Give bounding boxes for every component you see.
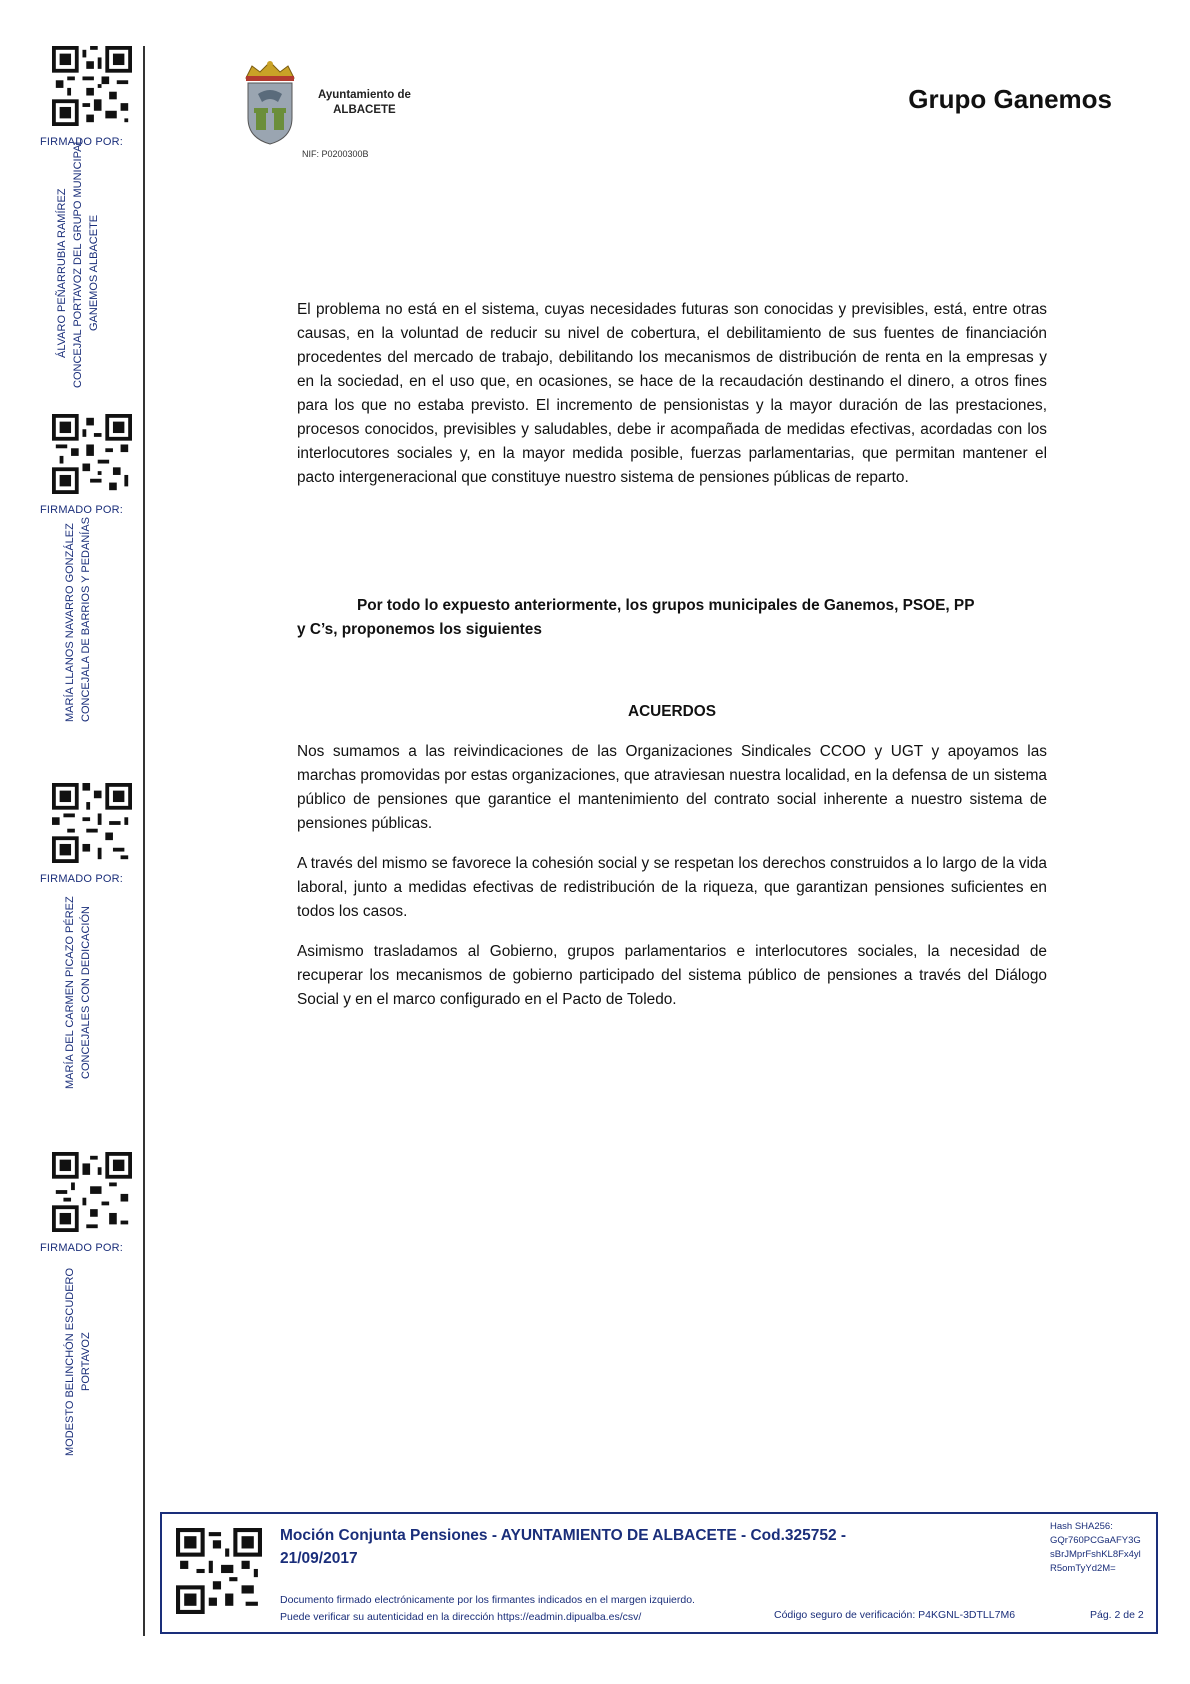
proposal-intro-line2: y C’s, proponemos los siguientes	[297, 621, 542, 638]
proposal-intro-line1: Por todo lo expuesto anteriormente, los grupos municipales de Ganemos, PSOE, PP	[357, 597, 975, 614]
verification-footer	[160, 1512, 1158, 1634]
signer-line: PORTAVOZ	[80, 1332, 92, 1392]
coat-of-arms-logo	[240, 58, 300, 146]
verification-code: Código seguro de verificación: P4KGNL-3DTLL7M6	[774, 1609, 1016, 1621]
body-paragraph-3: Nos sumamos a las reivindicaciones de las Organizaciones Sindicales CCOO y UGT y apoyamos las marchas promovidas por estas organizaciones, que atraviesan nuestra localidad, en la defensa de un sistema público de pensiones que garantice el mantenimiento del contrato social inherente a nuestro sistema de pensiones públicas.	[297, 743, 1047, 832]
document-date: 21/09/2017	[280, 1550, 358, 1567]
hash-label: Hash SHA256:	[1050, 1521, 1113, 1532]
signer-line: CONCEJAL PORTAVOZ DEL GRUPO MUNICIPAL	[72, 138, 84, 388]
city-hall-line: ALBACETE	[333, 104, 396, 116]
document-title-line: Moción Conjunta Pensiones - AYUNTAMIENTO DE ALBACETE - Cod.325752 -	[280, 1527, 847, 1544]
section-heading: ACUERDOS	[627, 703, 717, 720]
signer-line: CONCEJALES CON DEDICACIÓN	[80, 906, 92, 1080]
qr-code-icon	[52, 1152, 132, 1232]
body-paragraph-5: Asimismo trasladamos al Gobierno, grupos parlamentarios e interlocutores sociales, la necesidad de recuperar los mecanismos de gobierno participado del sistema público de pensiones a través del Diálogo Social y en el marco configurado en el Pacto de Toledo.	[297, 943, 1047, 1008]
nif-text: NIF: P0200300B	[302, 149, 369, 159]
signed-by-label: FIRMADO POR:	[40, 873, 124, 885]
signed-by-label: FIRMADO POR:	[40, 1242, 124, 1254]
signed-by-label: FIRMADO POR:	[40, 504, 124, 516]
document-title	[280, 1524, 960, 1570]
signer-line: ÁLVARO PEÑARRUBIA RAMÍREZ	[56, 188, 68, 358]
verification-note-line: Documento firmado electrónicamente por los firmantes indicados en el margen izquierdo.	[280, 1594, 695, 1606]
proposal-intro	[297, 594, 1047, 642]
signer-line: CONCEJALA DE BARRIOS Y PEDANÍAS	[80, 517, 92, 722]
signer-name	[62, 517, 94, 722]
signed-by-label: FIRMADO POR:	[40, 136, 124, 148]
body-paragraph-1: El problema no está en el sistema, cuyas necesidades futuras son conocidas y previsibles, está, entre otras causas, en la voluntad de reducir su nivel de cobertura, el debilitamiento de sus fuentes de financiación procedentes del mercado de trabajo, debilitando los mecanismos de distribución de renta en la empresas y en la sociedad, en el uso que, en ocasiones, se hace de la recaudación destinando el dinero, a otros fines para los que no estaba previsto. El incremento de pensionistas y la mayor duración de las prestaciones, procesos conocidos, previsibles y saludables, debe ir acompañada de medidas efectivas, acordadas con los interlocutores sociales y, en la mayor medida posible, fuerzas parlamentarias, que permitan mantener el pacto intergeneracional que constituye nuestro sistema de pensiones públicas de reparto.	[297, 301, 1047, 486]
signer-line: MODESTO BELINCHÓN ESCUDERO	[64, 1267, 76, 1457]
qr-code-icon	[52, 414, 132, 494]
signer-line: GANEMOS ALBACETE	[88, 214, 100, 332]
hash-value: R5omTyYd2M=	[1050, 1563, 1116, 1574]
hash-value: sBrJMprFshKL8Fx4yl	[1050, 1549, 1141, 1560]
hash-block	[1050, 1520, 1141, 1576]
signer-line: MARÍA LLANOS NAVARRO GONZÁLEZ	[64, 523, 76, 722]
page-number: Pág. 2 de 2	[1090, 1609, 1144, 1621]
qr-code-icon	[176, 1528, 262, 1614]
signer-name	[62, 1264, 94, 1460]
verification-url-line: Puede verificar su autenticidad en la dirección https://eadmin.dipualba.es/csv/	[280, 1611, 642, 1623]
verification-note	[280, 1592, 695, 1626]
signer-name	[62, 895, 94, 1091]
qr-code-icon	[52, 783, 132, 863]
city-hall-name	[318, 88, 411, 118]
qr-code-icon	[52, 46, 132, 126]
margin-divider	[143, 46, 145, 1636]
hash-value: GQr760PCGaAFY3G	[1050, 1535, 1141, 1546]
signer-name	[54, 138, 102, 388]
body-paragraph-4: A través del mismo se favorece la cohesión social y se respetan los derechos construidos a lo largo de la vida laboral, junto a medidas efectivas de redistribución de la riqueza, que garantizan pensiones suficientes en todos los casos.	[297, 855, 1047, 920]
city-hall-line: Ayuntamiento de	[318, 89, 411, 101]
group-title: Grupo Ganemos	[908, 84, 1112, 114]
signer-line: MARÍA DEL CARMEN PICAZO PÉREZ	[64, 896, 76, 1090]
